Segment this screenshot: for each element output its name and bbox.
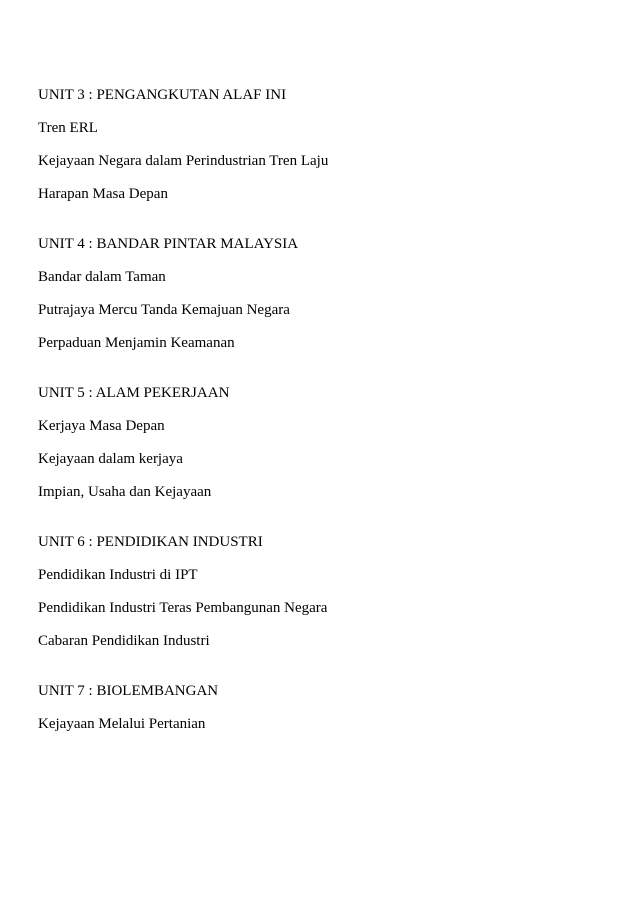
unit-section-3 (38, 86, 618, 203)
unit-topic: Kejayaan Negara dalam Perindustrian Tren Laju (38, 153, 329, 169)
unit-topic: Kejayaan Melalui Pertanian (38, 716, 206, 732)
unit-heading: UNIT 6 : PENDIDIKAN INDUSTRI (38, 534, 263, 550)
unit-section-7 (38, 682, 618, 733)
unit-heading: UNIT 5 : ALAM PEKERJAAN (38, 385, 230, 401)
unit-section-4 (38, 235, 618, 352)
unit-topic: Pendidikan Industri Teras Pembangunan Negara (38, 600, 328, 616)
unit-topic: Tren ERL (38, 120, 98, 136)
unit-topic: Bandar dalam Taman (38, 269, 166, 285)
unit-topic: Impian, Usaha dan Kejayaan (38, 484, 212, 500)
unit-topic: Cabaran Pendidikan Industri (38, 633, 210, 649)
unit-topic: Harapan Masa Depan (38, 186, 168, 202)
unit-section-6 (38, 533, 618, 650)
unit-topic: Putrajaya Mercu Tanda Kemajuan Negara (38, 302, 290, 318)
unit-topic: Pendidikan Industri di IPT (38, 567, 198, 583)
unit-section-5 (38, 384, 618, 501)
unit-heading: UNIT 4 : BANDAR PINTAR MALAYSIA (38, 236, 299, 252)
unit-topic: Kejayaan dalam kerjaya (38, 451, 183, 467)
unit-topic: Kerjaya Masa Depan (38, 418, 165, 434)
unit-heading: UNIT 3 : PENGANGKUTAN ALAF INI (38, 87, 287, 103)
unit-topic: Perpaduan Menjamin Keamanan (38, 335, 235, 351)
unit-heading: UNIT 7 : BIOLEMBANGAN (38, 683, 219, 699)
document-page (38, 86, 618, 765)
